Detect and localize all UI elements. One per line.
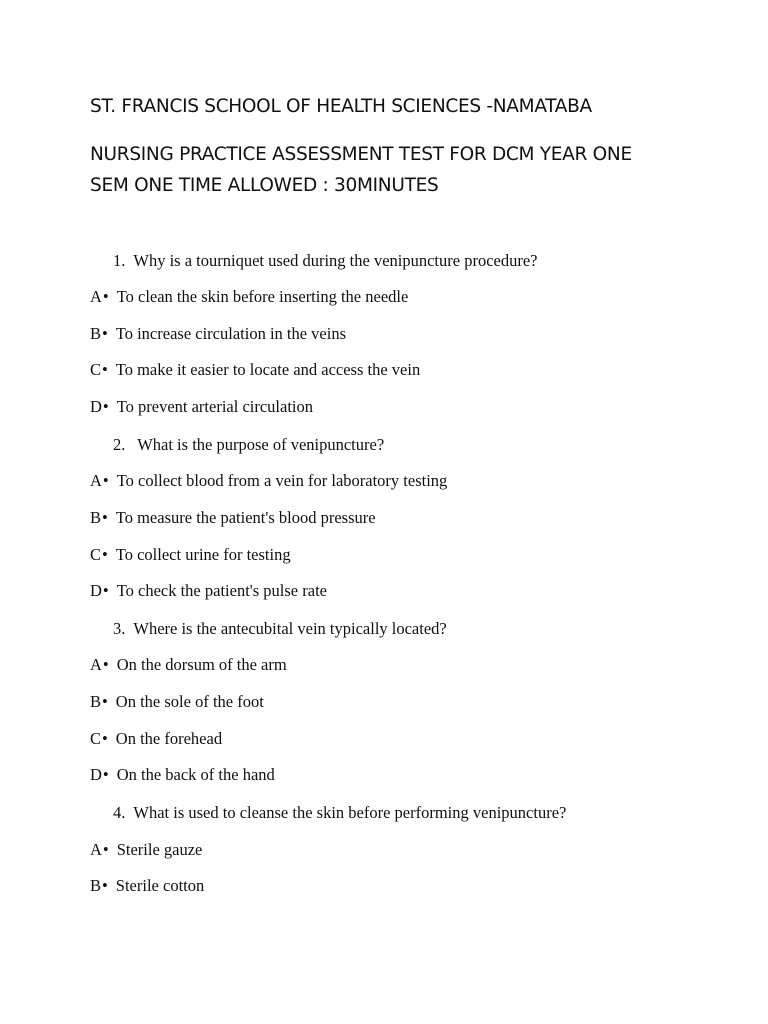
answer-option [90, 655, 287, 675]
question-number: 3. [113, 619, 126, 638]
option-text: To make it easier to locate and access the vein [115, 360, 421, 379]
answer-option [90, 692, 264, 712]
option-text: Sterile gauze [116, 840, 203, 859]
option-letter: A [90, 287, 102, 306]
option-text: On the dorsum of the arm [116, 655, 287, 674]
bullet-marker: • [102, 287, 109, 306]
answer-option [90, 508, 376, 528]
option-letter: D [90, 397, 102, 416]
option-text: To clean the skin before inserting the needle [116, 287, 409, 306]
option-text: To measure the patient's blood pressure [115, 508, 376, 527]
option-text: To collect blood from a vein for laboratory testing [116, 471, 448, 490]
option-letter: B [90, 692, 102, 711]
answer-option [90, 324, 346, 344]
bullet-marker: • [102, 471, 109, 490]
question-text: Where is the antecubital vein typically located? [133, 619, 447, 638]
question-text: Why is a tourniquet used during the venipuncture procedure? [133, 251, 538, 270]
option-letter: D [90, 581, 102, 600]
answer-option [90, 545, 291, 565]
option-text: To prevent arterial circulation [116, 397, 313, 416]
question [113, 619, 447, 639]
question [113, 803, 566, 823]
answer-option [90, 581, 327, 601]
test-title-line-1: NURSING PRACTICE ASSESSMENT TEST FOR DCM YEAR ONE [90, 144, 632, 165]
question-number: 4. [113, 803, 126, 822]
option-letter: B [90, 324, 102, 343]
test-title-line-2: SEM ONE TIME ALLOWED : 30MINUTES [90, 175, 439, 196]
bullet-marker: • [102, 397, 109, 416]
question [113, 251, 538, 271]
option-text: To collect urine for testing [115, 545, 291, 564]
question [113, 435, 384, 455]
bullet-marker: • [102, 545, 108, 564]
bullet-marker: • [102, 692, 108, 711]
answer-option [90, 876, 204, 896]
option-text: To increase circulation in the veins [115, 324, 347, 343]
question-text: What is the purpose of venipuncture? [133, 435, 385, 454]
question-number: 1. [113, 251, 126, 270]
bullet-marker: • [102, 765, 109, 784]
option-letter: B [90, 508, 102, 527]
answer-option [90, 765, 275, 785]
bullet-marker: • [102, 508, 108, 527]
school-title: ST. FRANCIS SCHOOL OF HEALTH SCIENCES -NAMATABA [90, 96, 592, 117]
option-text: On the back of the hand [116, 765, 275, 784]
option-letter: C [90, 360, 102, 379]
option-text: Sterile cotton [115, 876, 205, 895]
option-letter: A [90, 840, 102, 859]
option-letter: A [90, 655, 102, 674]
option-letter: C [90, 545, 102, 564]
option-letter: A [90, 471, 102, 490]
option-letter: C [90, 729, 102, 748]
option-text: On the forehead [115, 729, 223, 748]
answer-option [90, 840, 202, 860]
bullet-marker: • [102, 581, 109, 600]
answer-option [90, 360, 420, 380]
bullet-marker: • [102, 360, 108, 379]
bullet-marker: • [102, 324, 108, 343]
bullet-marker: • [102, 876, 108, 895]
answer-option [90, 729, 222, 749]
option-text: On the sole of the foot [115, 692, 264, 711]
bullet-marker: • [102, 655, 109, 674]
option-letter: D [90, 765, 102, 784]
bullet-marker: • [102, 840, 109, 859]
question-text: What is used to cleanse the skin before performing venipuncture? [133, 803, 567, 822]
answer-option [90, 397, 313, 417]
question-number: 2. [113, 435, 126, 454]
answer-option [90, 287, 408, 307]
option-letter: B [90, 876, 102, 895]
option-text: To check the patient's pulse rate [116, 581, 327, 600]
answer-option [90, 471, 447, 491]
bullet-marker: • [102, 729, 108, 748]
